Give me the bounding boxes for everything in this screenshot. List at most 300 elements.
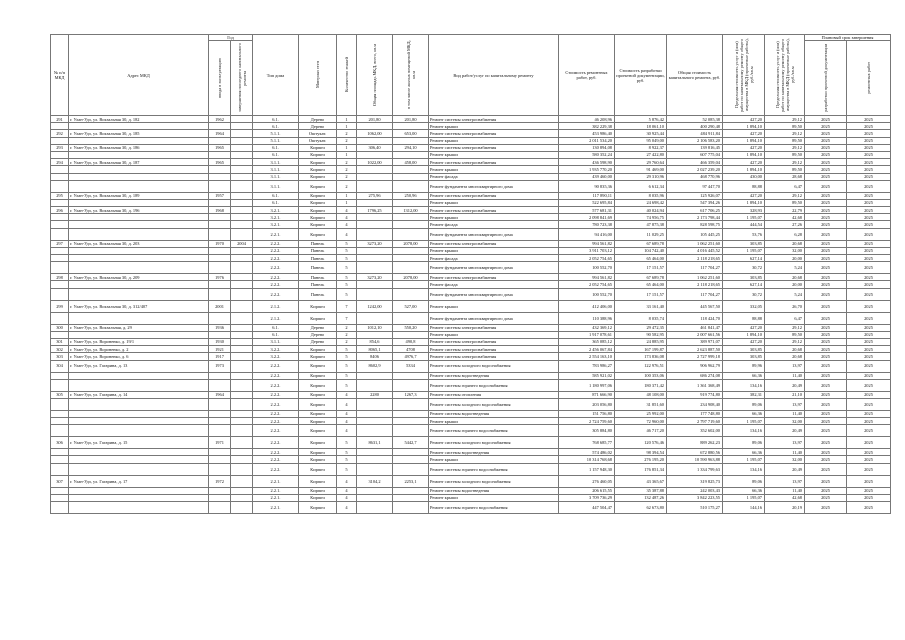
cell-floors: 2 bbox=[337, 137, 357, 144]
cell-total-cost: 352 602,00 bbox=[667, 425, 723, 437]
cell-address: г. Улан-Удэ, ул. Вороненко, д. 6 bbox=[69, 353, 209, 360]
cell-limit-cost: 20,68 bbox=[765, 240, 805, 247]
cell-year-reconstruction bbox=[231, 353, 253, 360]
cell-num: 301 bbox=[51, 338, 69, 345]
cell-total-cost: 1 334 799,63 bbox=[667, 463, 723, 475]
cell-limit-cost: 20,49 bbox=[765, 425, 805, 437]
cell-unit-cost: 430,00 bbox=[723, 173, 765, 180]
cell-year-commission bbox=[209, 137, 231, 144]
cell-design-cost: 62 673,80 bbox=[615, 502, 667, 514]
cell-repair-cost: 117 890,11 bbox=[559, 192, 615, 199]
cell-year-commission bbox=[209, 463, 231, 475]
cell-planned-design: 2025 bbox=[805, 372, 847, 379]
cell-year-commission bbox=[209, 221, 231, 228]
cell-year-reconstruction bbox=[231, 425, 253, 437]
cell-house-type: 3.2.2. bbox=[253, 346, 299, 353]
cell-floors: 2 bbox=[337, 338, 357, 345]
cell-planned-design: 2025 bbox=[805, 221, 847, 228]
cell-repair-cost: 412 406,00 bbox=[559, 300, 615, 312]
header-year-reconstruction: завершения последнего капитального ремонта bbox=[231, 41, 253, 116]
cell-floors: 1 bbox=[337, 151, 357, 158]
cell-work-type: Ремонт системы электроснабжения bbox=[429, 240, 559, 247]
cell-floors: 5 bbox=[337, 262, 357, 274]
cell-repair-cost: 2 456 067,84 bbox=[559, 346, 615, 353]
cell-limit-cost: 29,12 bbox=[765, 324, 805, 331]
cell-work-type: Ремонт системы электроснабжения bbox=[429, 159, 559, 166]
cell-planned-repair: 2025 bbox=[847, 475, 891, 487]
cell-unit-cost: 332,05 bbox=[723, 300, 765, 312]
cell-design-cost: 33 161,40 bbox=[615, 300, 667, 312]
cell-house-type: 2.2.2. bbox=[253, 288, 299, 300]
table-row bbox=[51, 437, 891, 449]
header-num: № п/п МКД bbox=[51, 35, 69, 116]
cell-year-commission: 1965 bbox=[209, 144, 231, 151]
cell-total-area bbox=[357, 331, 393, 338]
cell-year-commission bbox=[209, 494, 231, 501]
cell-num bbox=[51, 502, 69, 514]
cell-floors: 4 bbox=[337, 487, 357, 494]
table-row bbox=[51, 130, 891, 137]
table-row bbox=[51, 247, 891, 254]
cell-unit-cost: 1 894,10 bbox=[723, 123, 765, 130]
table-row bbox=[51, 159, 891, 166]
cell-unit-cost: 627,14 bbox=[723, 255, 765, 262]
cell-total-area: 8065,1 bbox=[357, 346, 393, 353]
cell-house-type: 2.2.2. bbox=[253, 418, 299, 425]
cell-total-area bbox=[357, 312, 393, 324]
cell-limit-cost: 11,40 bbox=[765, 487, 805, 494]
table-row bbox=[51, 192, 891, 199]
cell-residential-area bbox=[393, 425, 429, 437]
cell-design-cost: 72 960,00 bbox=[615, 418, 667, 425]
cell-num bbox=[51, 255, 69, 262]
cell-planned-repair: 2025 bbox=[847, 180, 891, 192]
cell-year-reconstruction bbox=[231, 379, 253, 391]
cell-repair-cost: 382 229,38 bbox=[559, 123, 615, 130]
cell-work-type: Ремонт фасада bbox=[429, 221, 559, 228]
cell-num: 298 bbox=[51, 274, 69, 281]
cell-design-cost: 31 851,60 bbox=[615, 398, 667, 410]
cell-repair-cost: 436 598,90 bbox=[559, 159, 615, 166]
cell-year-reconstruction bbox=[231, 312, 253, 324]
cell-num bbox=[51, 221, 69, 228]
cell-planned-design: 2025 bbox=[805, 300, 847, 312]
cell-year-reconstruction bbox=[231, 274, 253, 281]
cell-house-type: 2.2.1. bbox=[253, 475, 299, 487]
table-row bbox=[51, 379, 891, 391]
cell-planned-repair: 2025 bbox=[847, 255, 891, 262]
cell-residential-area: 250,96 bbox=[393, 192, 429, 199]
cell-design-cost: 43 365,67 bbox=[615, 475, 667, 487]
cell-design-cost: 104 742,40 bbox=[615, 247, 667, 254]
cell-planned-design: 2025 bbox=[805, 130, 847, 137]
cell-limit-cost: 13,97 bbox=[765, 398, 805, 410]
cell-repair-cost: 2 098 841,69 bbox=[559, 214, 615, 221]
cell-unit-cost: 144,16 bbox=[723, 502, 765, 514]
cell-repair-cost: 100 552,70 bbox=[559, 288, 615, 300]
cell-wall-material: Кирпич bbox=[299, 346, 337, 353]
cell-year-commission bbox=[209, 281, 231, 288]
cell-work-type: Ремонт крыши bbox=[429, 247, 559, 254]
cell-year-reconstruction bbox=[231, 262, 253, 274]
cell-work-type: Ремонт системы электроснабжения bbox=[429, 144, 559, 151]
cell-total-cost: 117 704,27 bbox=[667, 262, 723, 274]
cell-wall-material: Кирпич bbox=[299, 144, 337, 151]
table-row bbox=[51, 463, 891, 475]
cell-total-area bbox=[357, 247, 393, 254]
cell-floors: 1 bbox=[337, 199, 357, 206]
cell-total-area: 8406 bbox=[357, 353, 393, 360]
cell-total-area: 3104,2 bbox=[357, 475, 393, 487]
cell-unit-cost: 382,31 bbox=[723, 391, 765, 398]
cell-total-area bbox=[357, 214, 393, 221]
cell-year-commission bbox=[209, 255, 231, 262]
cell-address: г. Улан-Удэ, ул. Вокзальная 30, д. 196 bbox=[69, 207, 209, 214]
cell-work-type: Ремонт фундамента многоквартирного дома bbox=[429, 228, 559, 240]
cell-work-type: Ремонт системы холодного водоснабжения bbox=[429, 437, 559, 449]
cell-year-reconstruction bbox=[231, 300, 253, 312]
cell-repair-cost: 1 935 770,20 bbox=[559, 166, 615, 173]
cell-year-commission bbox=[209, 372, 231, 379]
cell-floors: 7 bbox=[337, 300, 357, 312]
table-row bbox=[51, 214, 891, 221]
cell-total-cost: 319 825,73 bbox=[667, 475, 723, 487]
cell-floors: 5 bbox=[337, 281, 357, 288]
cell-planned-repair: 2025 bbox=[847, 346, 891, 353]
cell-floors: 5 bbox=[337, 288, 357, 300]
cell-planned-repair: 2025 bbox=[847, 123, 891, 130]
cell-total-area bbox=[357, 123, 393, 130]
cell-total-cost: 828 598,75 bbox=[667, 221, 723, 228]
cell-num bbox=[51, 214, 69, 221]
cell-planned-repair: 2025 bbox=[847, 151, 891, 158]
header-residential-area: в том числе жилых помещений МКД, кв.м bbox=[393, 35, 429, 116]
cell-year-reconstruction bbox=[231, 247, 253, 254]
table-row bbox=[51, 418, 891, 425]
cell-planned-repair: 2025 bbox=[847, 240, 891, 247]
cell-total-area bbox=[357, 372, 393, 379]
cell-year-reconstruction bbox=[231, 137, 253, 144]
cell-floors: 2 bbox=[337, 324, 357, 331]
cell-residential-area bbox=[393, 214, 429, 221]
cell-num: 300 bbox=[51, 324, 69, 331]
table-row bbox=[51, 123, 891, 130]
cell-floors: 5 bbox=[337, 274, 357, 281]
cell-total-area: 8631,1 bbox=[357, 437, 393, 449]
cell-unit-cost: 427,20 bbox=[723, 159, 765, 166]
cell-house-type: 2.2.2. bbox=[253, 240, 299, 247]
cell-year-commission: 1976 bbox=[209, 274, 231, 281]
cell-unit-cost: 53,76 bbox=[723, 228, 765, 240]
cell-address: г. Улан-Удэ, ул. Гагарина, д. 14 bbox=[69, 391, 209, 398]
cell-total-area: 1062,00 bbox=[357, 130, 393, 137]
cell-total-area bbox=[357, 502, 393, 514]
cell-wall-material: Панель bbox=[299, 247, 337, 254]
cell-wall-material: Кирпич bbox=[299, 214, 337, 221]
cell-total-cost: 2 173 798,44 bbox=[667, 214, 723, 221]
cell-repair-cost: 110 388,96 bbox=[559, 312, 615, 324]
cell-planned-design: 2025 bbox=[805, 312, 847, 324]
cell-house-type: 2.2.2. bbox=[253, 398, 299, 410]
cell-year-reconstruction bbox=[231, 360, 253, 372]
cell-total-cost: 4 016 445,52 bbox=[667, 247, 723, 254]
cell-design-cost: 98 394,54 bbox=[615, 449, 667, 456]
cell-unit-cost: 1 195,07 bbox=[723, 214, 765, 221]
table-row bbox=[51, 324, 891, 331]
cell-planned-design: 2025 bbox=[805, 199, 847, 206]
cell-residential-area: 201,80 bbox=[393, 116, 429, 123]
cell-house-type: 3.2.2. bbox=[253, 353, 299, 360]
cell-year-reconstruction bbox=[231, 144, 253, 151]
header-limit-cost: Предельная стоимость услуг и (или) работ по капитальному ремонту общего имущества в МКД (проектные работы), руб./кв.м bbox=[765, 35, 805, 116]
cell-design-cost: 27 422,80 bbox=[615, 151, 667, 158]
cell-repair-cost: 783 986,27 bbox=[559, 360, 615, 372]
cell-year-commission bbox=[209, 502, 231, 514]
table-row bbox=[51, 173, 891, 180]
cell-total-area bbox=[357, 180, 393, 192]
cell-wall-material: Кирпич bbox=[299, 192, 337, 199]
cell-limit-cost: 20,00 bbox=[765, 281, 805, 288]
cell-wall-material: Кирпич bbox=[299, 180, 337, 192]
cell-design-cost: 18 061,10 bbox=[615, 123, 667, 130]
header-planned-group: Плановый срок завершения bbox=[805, 35, 891, 41]
cell-limit-cost: 32,00 bbox=[765, 456, 805, 463]
cell-repair-cost: 100 552,70 bbox=[559, 262, 615, 274]
cell-repair-cost: 2 052 754,65 bbox=[559, 255, 615, 262]
cell-year-reconstruction bbox=[231, 199, 253, 206]
table-row bbox=[51, 338, 891, 345]
cell-house-type: 3.1.1. bbox=[253, 166, 299, 173]
cell-work-type: Ремонт системы водоотведения bbox=[429, 372, 559, 379]
cell-repair-cost: 780 723,38 bbox=[559, 221, 615, 228]
cell-limit-cost: 6,47 bbox=[765, 312, 805, 324]
cell-total-cost: 97 447,70 bbox=[667, 180, 723, 192]
cell-unit-cost: 89,06 bbox=[723, 398, 765, 410]
table-row bbox=[51, 151, 891, 158]
cell-residential-area bbox=[393, 312, 429, 324]
table-row bbox=[51, 262, 891, 274]
cell-house-type: 6.1. bbox=[253, 151, 299, 158]
cell-planned-design: 2025 bbox=[805, 379, 847, 391]
cell-limit-cost: 20,19 bbox=[765, 502, 805, 514]
cell-design-cost: 132 487,26 bbox=[615, 494, 667, 501]
cell-repair-cost: 206 615,55 bbox=[559, 487, 615, 494]
cell-residential-area bbox=[393, 166, 429, 173]
cell-residential-area: 4708 bbox=[393, 346, 429, 353]
cell-limit-cost: 29,12 bbox=[765, 338, 805, 345]
cell-floors: 5 bbox=[337, 372, 357, 379]
cell-wall-material: Кирпич bbox=[299, 391, 337, 398]
cell-wall-material: Кирпич bbox=[299, 353, 337, 360]
cell-work-type: Ремонт крыши bbox=[429, 300, 559, 312]
cell-address bbox=[69, 255, 209, 262]
cell-house-type: 2.2.1. bbox=[253, 228, 299, 240]
cell-wall-material: Кирпич bbox=[299, 360, 337, 372]
cell-house-type: 2.2.2. bbox=[253, 360, 299, 372]
cell-residential-area bbox=[393, 487, 429, 494]
cell-design-cost: 47 875,38 bbox=[615, 221, 667, 228]
cell-planned-design: 2025 bbox=[805, 391, 847, 398]
cell-wall-material: Кирпич bbox=[299, 173, 337, 180]
cell-work-type: Ремонт фасада bbox=[429, 281, 559, 288]
cell-work-type: Ремонт крыши bbox=[429, 199, 559, 206]
cell-floors: 5 bbox=[337, 346, 357, 353]
cell-work-type: Ремонт системы холодного водоснабжения bbox=[429, 475, 559, 487]
cell-total-area: 275,96 bbox=[357, 192, 393, 199]
cell-house-type: 6.1. bbox=[253, 199, 299, 206]
cell-limit-cost: 11,40 bbox=[765, 372, 805, 379]
cell-house-type: 2.2.2. bbox=[253, 372, 299, 379]
cell-limit-cost: 89,50 bbox=[765, 123, 805, 130]
table-row bbox=[51, 425, 891, 437]
cell-planned-repair: 2025 bbox=[847, 192, 891, 199]
cell-work-type: Ремонт фасада bbox=[429, 173, 559, 180]
cell-num: 292 bbox=[51, 130, 69, 137]
cell-repair-cost: 130 894,08 bbox=[559, 144, 615, 151]
table-row bbox=[51, 331, 891, 338]
repair-plan-sheet bbox=[50, 34, 890, 514]
cell-floors: 5 bbox=[337, 456, 357, 463]
cell-work-type: Ремонт системы электроснабжения bbox=[429, 116, 559, 123]
cell-design-cost: 67 689,78 bbox=[615, 274, 667, 281]
cell-planned-repair: 2025 bbox=[847, 166, 891, 173]
cell-work-type: Ремонт крыши bbox=[429, 214, 559, 221]
cell-planned-design: 2025 bbox=[805, 240, 847, 247]
cell-num bbox=[51, 463, 69, 475]
cell-total-area bbox=[357, 173, 393, 180]
cell-address bbox=[69, 199, 209, 206]
header-unit-cost: Предельная стоимость услуг и (или) работ по капитальному ремонту общего имущества в МКД (проектные работы), руб./кв.м bbox=[723, 35, 765, 116]
cell-limit-cost: 89,50 bbox=[765, 331, 805, 338]
cell-year-commission bbox=[209, 425, 231, 437]
cell-year-reconstruction bbox=[231, 324, 253, 331]
cell-planned-design: 2025 bbox=[805, 159, 847, 166]
cell-planned-repair: 2025 bbox=[847, 418, 891, 425]
cell-year-reconstruction bbox=[231, 173, 253, 180]
cell-year-reconstruction bbox=[231, 151, 253, 158]
cell-repair-cost: 1 917 078,61 bbox=[559, 331, 615, 338]
cell-address bbox=[69, 379, 209, 391]
cell-unit-cost: 1 894,10 bbox=[723, 137, 765, 144]
cell-year-reconstruction bbox=[231, 221, 253, 228]
cell-wall-material: Кирпич bbox=[299, 207, 337, 214]
cell-repair-cost: 3 911 703,12 bbox=[559, 247, 615, 254]
cell-repair-cost: 2 052 754,65 bbox=[559, 281, 615, 288]
cell-year-reconstruction bbox=[231, 255, 253, 262]
cell-limit-cost: 11,40 bbox=[765, 410, 805, 417]
table-row bbox=[51, 240, 891, 247]
cell-house-type: 5.1.1. bbox=[253, 130, 299, 137]
cell-num: 306 bbox=[51, 437, 69, 449]
cell-total-cost: 105 445,25 bbox=[667, 228, 723, 240]
cell-planned-repair: 2025 bbox=[847, 159, 891, 166]
cell-work-type: Ремонт крыши bbox=[429, 137, 559, 144]
cell-repair-cost: 46 208,96 bbox=[559, 116, 615, 123]
cell-year-commission bbox=[209, 180, 231, 192]
cell-residential-area bbox=[393, 247, 429, 254]
cell-floors: 2 bbox=[337, 180, 357, 192]
cell-total-area: 1796,25 bbox=[357, 207, 393, 214]
cell-wall-material: Кирпич bbox=[299, 449, 337, 456]
cell-design-cost: 74 956,75 bbox=[615, 214, 667, 221]
cell-work-type: Ремонт системы электроснабжения bbox=[429, 353, 559, 360]
cell-address bbox=[69, 123, 209, 130]
cell-year-commission: 1930 bbox=[209, 338, 231, 345]
cell-planned-design: 2025 bbox=[805, 456, 847, 463]
cell-house-type: 2.2.2. bbox=[253, 410, 299, 417]
cell-repair-cost: 768 685,77 bbox=[559, 437, 615, 449]
cell-num: 294 bbox=[51, 159, 69, 166]
cell-house-type: 6.1. bbox=[253, 144, 299, 151]
cell-unit-cost: 89,96 bbox=[723, 360, 765, 372]
cell-design-cost: 17 151,57 bbox=[615, 288, 667, 300]
cell-work-type: Ремонт системы электроснабжения bbox=[429, 346, 559, 353]
cell-total-cost: 118 424,70 bbox=[667, 312, 723, 324]
cell-limit-cost: 28,68 bbox=[765, 173, 805, 180]
cell-residential-area: 458,00 bbox=[393, 159, 429, 166]
cell-repair-cost: 871 666,90 bbox=[559, 391, 615, 398]
cell-residential-area: 653,00 bbox=[393, 130, 429, 137]
cell-address bbox=[69, 214, 209, 221]
cell-year-commission bbox=[209, 456, 231, 463]
cell-work-type: Ремонт системы отопления bbox=[429, 391, 559, 398]
cell-num bbox=[51, 410, 69, 417]
cell-unit-cost: 1 195,07 bbox=[723, 456, 765, 463]
cell-residential-area bbox=[393, 463, 429, 475]
cell-wall-material: Кирпич bbox=[299, 418, 337, 425]
table-row bbox=[51, 475, 891, 487]
cell-total-area bbox=[357, 221, 393, 228]
cell-total-area bbox=[357, 288, 393, 300]
cell-planned-repair: 2025 bbox=[847, 437, 891, 449]
cell-planned-design: 2025 bbox=[805, 255, 847, 262]
cell-unit-cost: 1 894,10 bbox=[723, 199, 765, 206]
cell-total-area bbox=[357, 281, 393, 288]
cell-planned-repair: 2025 bbox=[847, 338, 891, 345]
cell-total-cost: 547 394,26 bbox=[667, 199, 723, 206]
cell-planned-repair: 2025 bbox=[847, 288, 891, 300]
cell-design-cost: 25 992,00 bbox=[615, 410, 667, 417]
cell-num: 291 bbox=[51, 116, 69, 123]
cell-residential-area bbox=[393, 502, 429, 514]
table-row bbox=[51, 391, 891, 398]
cell-limit-cost: 89,50 bbox=[765, 151, 805, 158]
cell-work-type: Ремонт фундамента многоквартирного дома bbox=[429, 312, 559, 324]
cell-year-reconstruction bbox=[231, 331, 253, 338]
cell-planned-repair: 2025 bbox=[847, 463, 891, 475]
cell-floors: 2 bbox=[337, 159, 357, 166]
cell-total-cost: 906 962,79 bbox=[667, 360, 723, 372]
cell-address bbox=[69, 463, 209, 475]
cell-num: 307 bbox=[51, 475, 69, 487]
cell-limit-cost: 13,97 bbox=[765, 360, 805, 372]
cell-year-commission bbox=[209, 151, 231, 158]
cell-design-cost: 180 371,42 bbox=[615, 379, 667, 391]
cell-wall-material: Панель bbox=[299, 262, 337, 274]
cell-house-type: 2.2.2. bbox=[253, 391, 299, 398]
cell-repair-cost: 2 011 534,20 bbox=[559, 137, 615, 144]
cell-address bbox=[69, 449, 209, 456]
cell-year-commission bbox=[209, 487, 231, 494]
cell-repair-cost: 432 369,12 bbox=[559, 324, 615, 331]
cell-address bbox=[69, 456, 209, 463]
cell-house-type: 6.1. bbox=[253, 116, 299, 123]
cell-year-reconstruction bbox=[231, 116, 253, 123]
cell-num bbox=[51, 379, 69, 391]
cell-year-reconstruction bbox=[231, 214, 253, 221]
cell-repair-cost: 577 681,31 bbox=[559, 207, 615, 214]
cell-total-cost: 389 971,07 bbox=[667, 338, 723, 345]
